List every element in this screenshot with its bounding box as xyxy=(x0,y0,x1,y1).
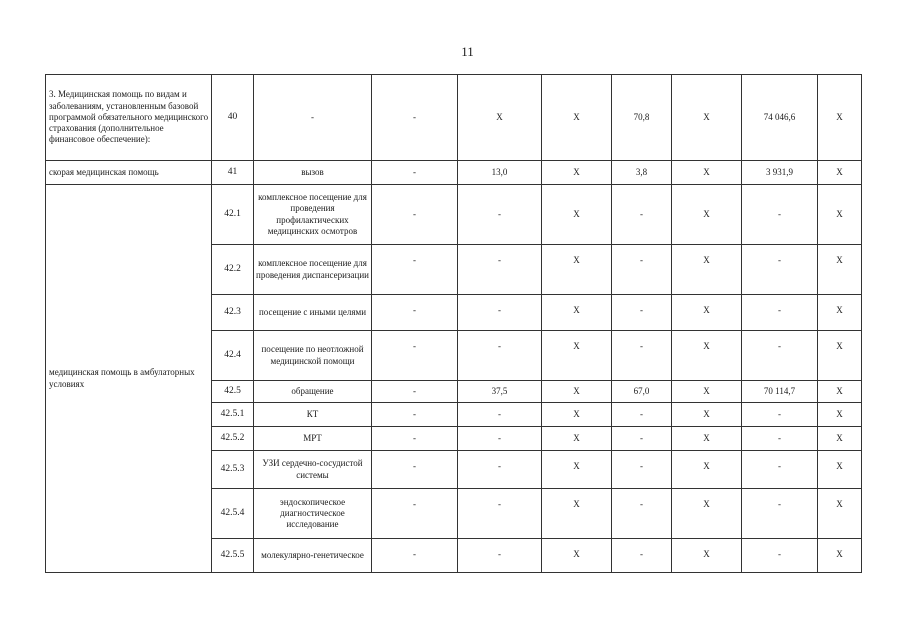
value-cell: - xyxy=(742,451,818,489)
value-cell: 13,0 xyxy=(458,161,542,185)
row-code-cell: 42.5.1 xyxy=(212,403,254,427)
value-cell: Х xyxy=(458,75,542,161)
value-cell: 70 114,7 xyxy=(742,381,818,403)
value-cell: - xyxy=(612,489,672,539)
value-cell: - xyxy=(372,245,458,295)
value-cell: Х xyxy=(818,75,862,161)
unit-cell: УЗИ сердечно-сосудистой системы xyxy=(254,451,372,489)
value-cell: - xyxy=(742,403,818,427)
unit-cell: посещение по неотложной медицинской помощи xyxy=(254,331,372,381)
value-cell: Х xyxy=(818,381,862,403)
row-code-cell: 42.5.3 xyxy=(212,451,254,489)
value-cell: Х xyxy=(672,539,742,573)
value-cell: - xyxy=(742,245,818,295)
value-cell: 3 931,9 xyxy=(742,161,818,185)
value-cell: Х xyxy=(672,451,742,489)
value-cell: Х xyxy=(542,185,612,245)
row-code-cell: 42.3 xyxy=(212,295,254,331)
financing-table xyxy=(45,74,862,573)
row-code-cell: 42.4 xyxy=(212,331,254,381)
value-cell: Х xyxy=(542,451,612,489)
unit-cell: эндоскопическое диагностическое исследование xyxy=(254,489,372,539)
value-cell: - xyxy=(458,331,542,381)
value-cell: Х xyxy=(542,539,612,573)
value-cell: Х xyxy=(542,427,612,451)
row-name-cell: 3. Медицинская помощь по видам и заболеваниям, установленным базовой программой обязательного медицинского страхования (дополнительное финансовое обеспечение): xyxy=(46,75,212,161)
table-row xyxy=(46,75,862,161)
value-cell: Х xyxy=(672,331,742,381)
value-cell: - xyxy=(458,427,542,451)
value-cell: Х xyxy=(542,403,612,427)
unit-cell: КТ xyxy=(254,403,372,427)
row-code-cell: 42.5.5 xyxy=(212,539,254,573)
value-cell: Х xyxy=(818,245,862,295)
value-cell: Х xyxy=(672,489,742,539)
value-cell: 74 046,6 xyxy=(742,75,818,161)
value-cell: - xyxy=(612,539,672,573)
value-cell: 70,8 xyxy=(612,75,672,161)
value-cell: - xyxy=(372,75,458,161)
row-name-cell: медицинская помощь в амбулаторных условиях xyxy=(46,185,212,573)
table-row xyxy=(46,161,862,185)
value-cell: - xyxy=(742,295,818,331)
value-cell: Х xyxy=(672,427,742,451)
value-cell: Х xyxy=(542,245,612,295)
value-cell: Х xyxy=(818,403,862,427)
value-cell: Х xyxy=(818,451,862,489)
value-cell: - xyxy=(372,451,458,489)
value-cell: - xyxy=(742,427,818,451)
value-cell: - xyxy=(742,539,818,573)
value-cell: Х xyxy=(542,331,612,381)
value-cell: Х xyxy=(672,295,742,331)
row-code-cell: 42.1 xyxy=(212,185,254,245)
value-cell: - xyxy=(372,539,458,573)
row-name-cell: скорая медицинская помощь xyxy=(46,161,212,185)
value-cell: - xyxy=(372,295,458,331)
value-cell: Х xyxy=(672,185,742,245)
row-code-cell: 42.5 xyxy=(212,381,254,403)
value-cell: Х xyxy=(672,403,742,427)
value-cell: Х xyxy=(542,75,612,161)
value-cell: Х xyxy=(672,75,742,161)
value-cell: Х xyxy=(672,161,742,185)
unit-cell: МРТ xyxy=(254,427,372,451)
value-cell: - xyxy=(458,245,542,295)
value-cell: - xyxy=(372,331,458,381)
row-code-cell: 40 xyxy=(212,75,254,161)
value-cell: - xyxy=(742,489,818,539)
unit-cell: обращение xyxy=(254,381,372,403)
value-cell: - xyxy=(458,403,542,427)
value-cell: Х xyxy=(542,381,612,403)
value-cell: - xyxy=(742,185,818,245)
value-cell: Х xyxy=(672,245,742,295)
value-cell: - xyxy=(612,403,672,427)
unit-cell: молекулярно-генетическое xyxy=(254,539,372,573)
value-cell: 3,8 xyxy=(612,161,672,185)
value-cell: - xyxy=(458,539,542,573)
value-cell: Х xyxy=(818,489,862,539)
value-cell: Х xyxy=(542,161,612,185)
value-cell: Х xyxy=(542,489,612,539)
value-cell: - xyxy=(742,331,818,381)
table-row xyxy=(46,185,862,245)
value-cell: - xyxy=(612,427,672,451)
unit-cell: посещение с иными целями xyxy=(254,295,372,331)
row-code-cell: 42.5.2 xyxy=(212,427,254,451)
value-cell: Х xyxy=(818,161,862,185)
value-cell: - xyxy=(372,403,458,427)
row-code-cell: 42.2 xyxy=(212,245,254,295)
value-cell: - xyxy=(372,161,458,185)
row-code-cell: 41 xyxy=(212,161,254,185)
unit-cell: - xyxy=(254,75,372,161)
value-cell: Х xyxy=(818,539,862,573)
value-cell: - xyxy=(612,245,672,295)
row-code-cell: 42.5.4 xyxy=(212,489,254,539)
unit-cell: комплексное посещение для проведения профилактических медицинских осмотров xyxy=(254,185,372,245)
value-cell: - xyxy=(612,451,672,489)
value-cell: - xyxy=(612,331,672,381)
value-cell: Х xyxy=(818,331,862,381)
value-cell: - xyxy=(458,295,542,331)
unit-cell: комплексное посещение для проведения диспансеризации xyxy=(254,245,372,295)
page-number: 11 xyxy=(461,44,474,59)
value-cell: - xyxy=(372,489,458,539)
value-cell: Х xyxy=(818,427,862,451)
value-cell: - xyxy=(372,427,458,451)
value-cell: - xyxy=(372,185,458,245)
value-cell: - xyxy=(458,489,542,539)
value-cell: - xyxy=(612,295,672,331)
value-cell: Х xyxy=(672,381,742,403)
value-cell: Х xyxy=(818,185,862,245)
value-cell: - xyxy=(372,381,458,403)
value-cell: - xyxy=(458,451,542,489)
unit-cell: вызов xyxy=(254,161,372,185)
value-cell: - xyxy=(458,185,542,245)
value-cell: Х xyxy=(542,295,612,331)
value-cell: 67,0 xyxy=(612,381,672,403)
value-cell: - xyxy=(612,185,672,245)
value-cell: Х xyxy=(818,295,862,331)
value-cell: 37,5 xyxy=(458,381,542,403)
